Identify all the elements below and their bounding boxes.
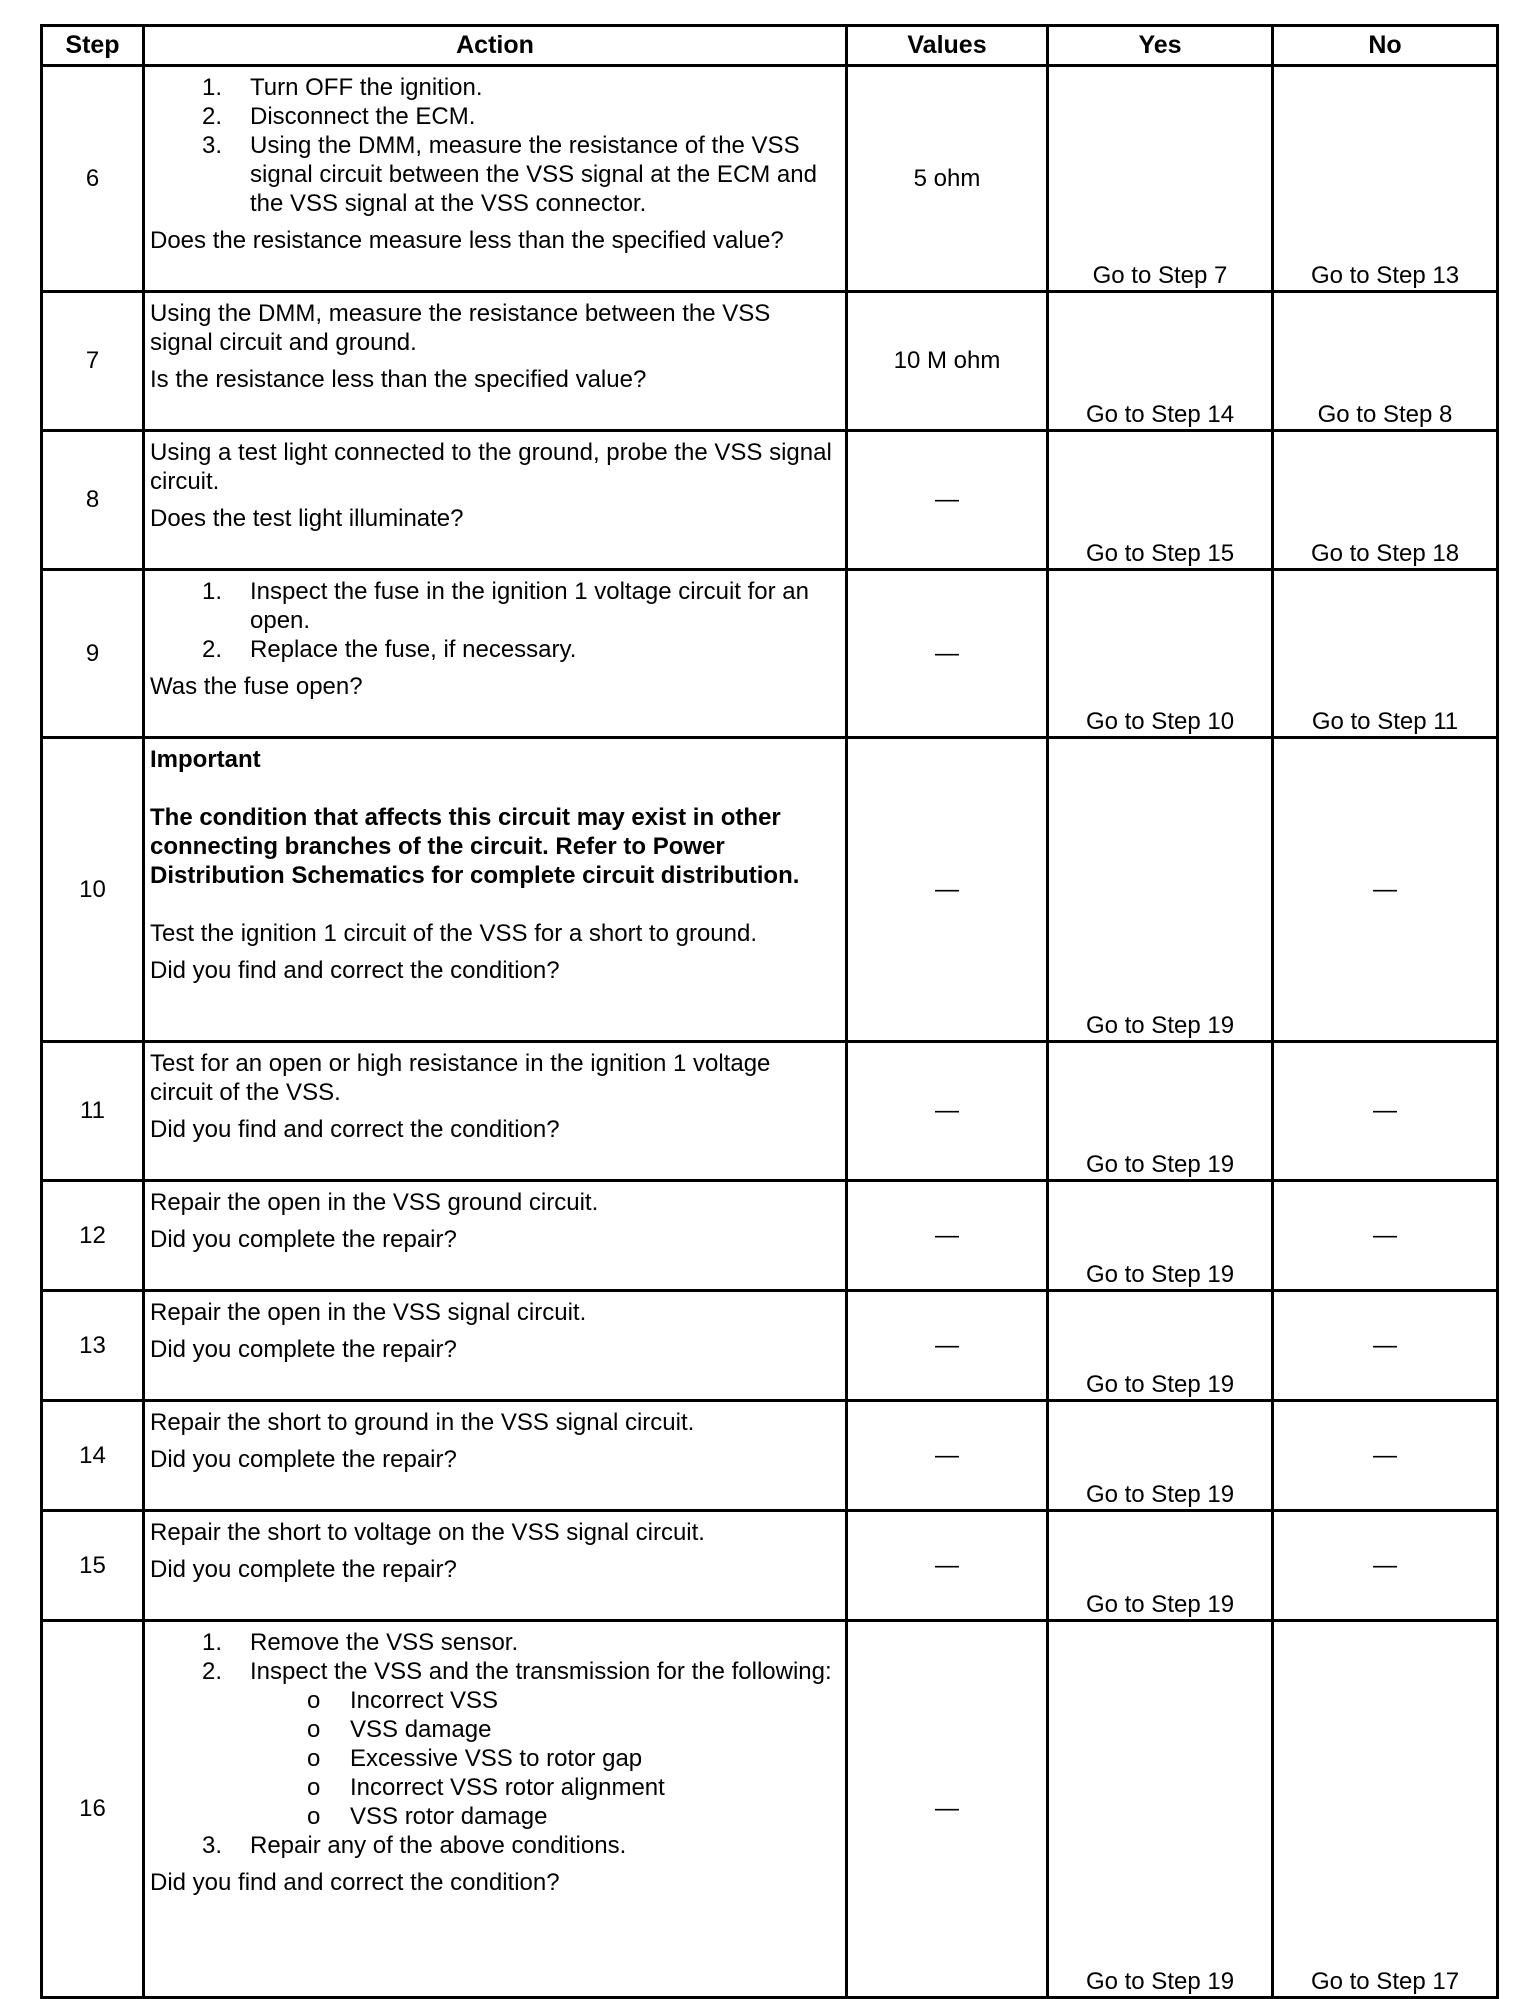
table-row (42, 1042, 1498, 1181)
list-item: 1. Turn OFF the ignition. (202, 74, 483, 101)
table-row (42, 1291, 1498, 1401)
important-text: The condition that affects this circuit may exist in other connecting branches of the circuit. Refer to Power Distribution Schematics for complete circuit distribution. (150, 804, 800, 889)
value-cell: — (847, 738, 1048, 1042)
action-question: Did you find and correct the condition? (150, 1869, 560, 1896)
yes-cell: Go to Step 10 (1048, 570, 1273, 738)
header-values: Values (847, 26, 1048, 66)
action-question: Was the fuse open? (150, 673, 363, 700)
action-cell (144, 292, 847, 431)
yes-cell: Go to Step 19 (1048, 1042, 1273, 1181)
action-question: Did you complete the repair? (150, 1226, 457, 1253)
value-cell: 5 ohm (847, 66, 1048, 292)
sub-list-item: o Incorrect VSS (307, 1687, 499, 1714)
no-cell: — (1273, 1291, 1498, 1401)
table-row (42, 1621, 1498, 1998)
table-row (42, 292, 1498, 431)
no-cell: — (1273, 1511, 1498, 1621)
action-cell (144, 66, 847, 292)
list-item: 2. Inspect the VSS and the transmission for the following: o Incorrect VSS o VSS damage o Excessive VSS to rotor gap o Incorrect VSS rotor alignment o VSS rotor damage (150, 1657, 839, 1831)
bullet-icon: o (307, 1774, 321, 1801)
action-text: Repair the short to voltage on the VSS signal circuit. (150, 1519, 705, 1546)
step-number: 7 (42, 292, 144, 431)
step-number: 8 (42, 431, 144, 570)
header-no: No (1273, 26, 1498, 66)
no-cell: Go to Step 8 (1273, 292, 1498, 431)
value-cell: — (847, 1181, 1048, 1291)
action-question: Does the test light illuminate? (150, 505, 464, 532)
sub-list-item: o Excessive VSS to rotor gap (307, 1745, 643, 1772)
action-question: Did you complete the repair? (150, 1446, 457, 1473)
value-cell: — (847, 1401, 1048, 1511)
action-text: Repair the open in the VSS signal circuit. (150, 1299, 587, 1326)
yes-cell: Go to Step 19 (1048, 1401, 1273, 1511)
action-question: Did you complete the repair? (150, 1336, 457, 1363)
value-cell: 10 M ohm (847, 292, 1048, 431)
list-item: 3. Repair any of the above conditions. (202, 1832, 627, 1859)
step-number: 13 (42, 1291, 144, 1401)
header-yes: Yes (1048, 26, 1273, 66)
action-question: Did you find and correct the condition? (150, 957, 560, 984)
table-row (42, 431, 1498, 570)
table-row (42, 1401, 1498, 1511)
header-row (42, 26, 1498, 66)
yes-cell: Go to Step 19 (1048, 1291, 1273, 1401)
list-item: 3. Using the DMM, measure the resistance of the VSS signal circuit between the VSS signal at the ECM and the VSS signal at the VSS connector. (202, 132, 817, 217)
yes-cell: Go to Step 19 (1048, 1511, 1273, 1621)
action-text: Repair the short to ground in the VSS signal circuit. (150, 1409, 695, 1436)
step-number: 15 (42, 1511, 144, 1621)
no-cell: Go to Step 11 (1273, 570, 1498, 738)
action-text: Repair the open in the VSS ground circuit. (150, 1189, 599, 1216)
action-steps (150, 1628, 839, 1860)
step-number: 10 (42, 738, 144, 1042)
value-cell: — (847, 570, 1048, 738)
table-row (42, 66, 1498, 292)
yes-cell: Go to Step 7 (1048, 66, 1273, 292)
step-number: 16 (42, 1621, 144, 1998)
sub-list-item: o VSS rotor damage (307, 1803, 548, 1830)
no-cell: — (1273, 1181, 1498, 1291)
bullet-icon: o (307, 1716, 321, 1743)
action-cell (144, 1042, 847, 1181)
action-text: Test the ignition 1 circuit of the VSS for a short to ground. (150, 920, 757, 947)
step-number: 11 (42, 1042, 144, 1181)
no-cell: — (1273, 738, 1498, 1042)
bullet-icon: o (307, 1687, 321, 1714)
action-cell (144, 1621, 847, 1998)
action-steps (150, 577, 839, 664)
value-cell: — (847, 1042, 1048, 1181)
no-cell: Go to Step 17 (1273, 1621, 1498, 1998)
value-cell: — (847, 1511, 1048, 1621)
value-cell: — (847, 431, 1048, 570)
table-row (42, 738, 1498, 1042)
step-number: 6 (42, 66, 144, 292)
action-cell (144, 738, 847, 1042)
action-question: Does the resistance measure less than the specified value? (150, 227, 784, 254)
list-item: 2. Replace the fuse, if necessary. (202, 636, 577, 663)
action-question: Did you complete the repair? (150, 1556, 457, 1583)
step-number: 9 (42, 570, 144, 738)
action-text: Test for an open or high resistance in the ignition 1 voltage circuit of the VSS. (150, 1050, 771, 1106)
yes-cell: Go to Step 14 (1048, 292, 1273, 431)
list-item: 2. Disconnect the ECM. (202, 103, 476, 130)
action-question: Did you find and correct the condition? (150, 1116, 560, 1143)
yes-cell: Go to Step 19 (1048, 738, 1273, 1042)
table-row (42, 570, 1498, 738)
diagnostic-table (40, 24, 1499, 1999)
value-cell: — (847, 1621, 1048, 1998)
sub-list (250, 1686, 839, 1831)
action-text: Using the DMM, measure the resistance between the VSS signal circuit and ground. (150, 300, 771, 356)
action-cell (144, 1401, 847, 1511)
yes-cell: Go to Step 15 (1048, 431, 1273, 570)
action-cell (144, 1511, 847, 1621)
action-steps (150, 73, 839, 218)
no-cell: Go to Step 13 (1273, 66, 1498, 292)
action-cell (144, 570, 847, 738)
important-label: Important (150, 746, 261, 773)
action-cell (144, 431, 847, 570)
sub-list-item: o Incorrect VSS rotor alignment (307, 1774, 665, 1801)
step-number: 14 (42, 1401, 144, 1511)
table-row (42, 1511, 1498, 1621)
action-text: Using a test light connected to the ground, probe the VSS signal circuit. (150, 439, 832, 495)
yes-cell: Go to Step 19 (1048, 1181, 1273, 1291)
table-row (42, 1181, 1498, 1291)
action-cell (144, 1181, 847, 1291)
no-cell: Go to Step 18 (1273, 431, 1498, 570)
no-cell: — (1273, 1401, 1498, 1511)
action-question: Is the resistance less than the specified value? (150, 366, 647, 393)
value-cell: — (847, 1291, 1048, 1401)
bullet-icon: o (307, 1803, 321, 1830)
sub-list-item: o VSS damage (307, 1716, 492, 1743)
list-item: 1. Inspect the fuse in the ignition 1 voltage circuit for an open. (202, 578, 809, 634)
list-item: 1. Remove the VSS sensor. (202, 1629, 519, 1656)
action-cell (144, 1291, 847, 1401)
no-cell: — (1273, 1042, 1498, 1181)
header-action: Action (144, 26, 847, 66)
header-step: Step (42, 26, 144, 66)
step-number: 12 (42, 1181, 144, 1291)
yes-cell: Go to Step 19 (1048, 1621, 1273, 1998)
bullet-icon: o (307, 1745, 321, 1772)
